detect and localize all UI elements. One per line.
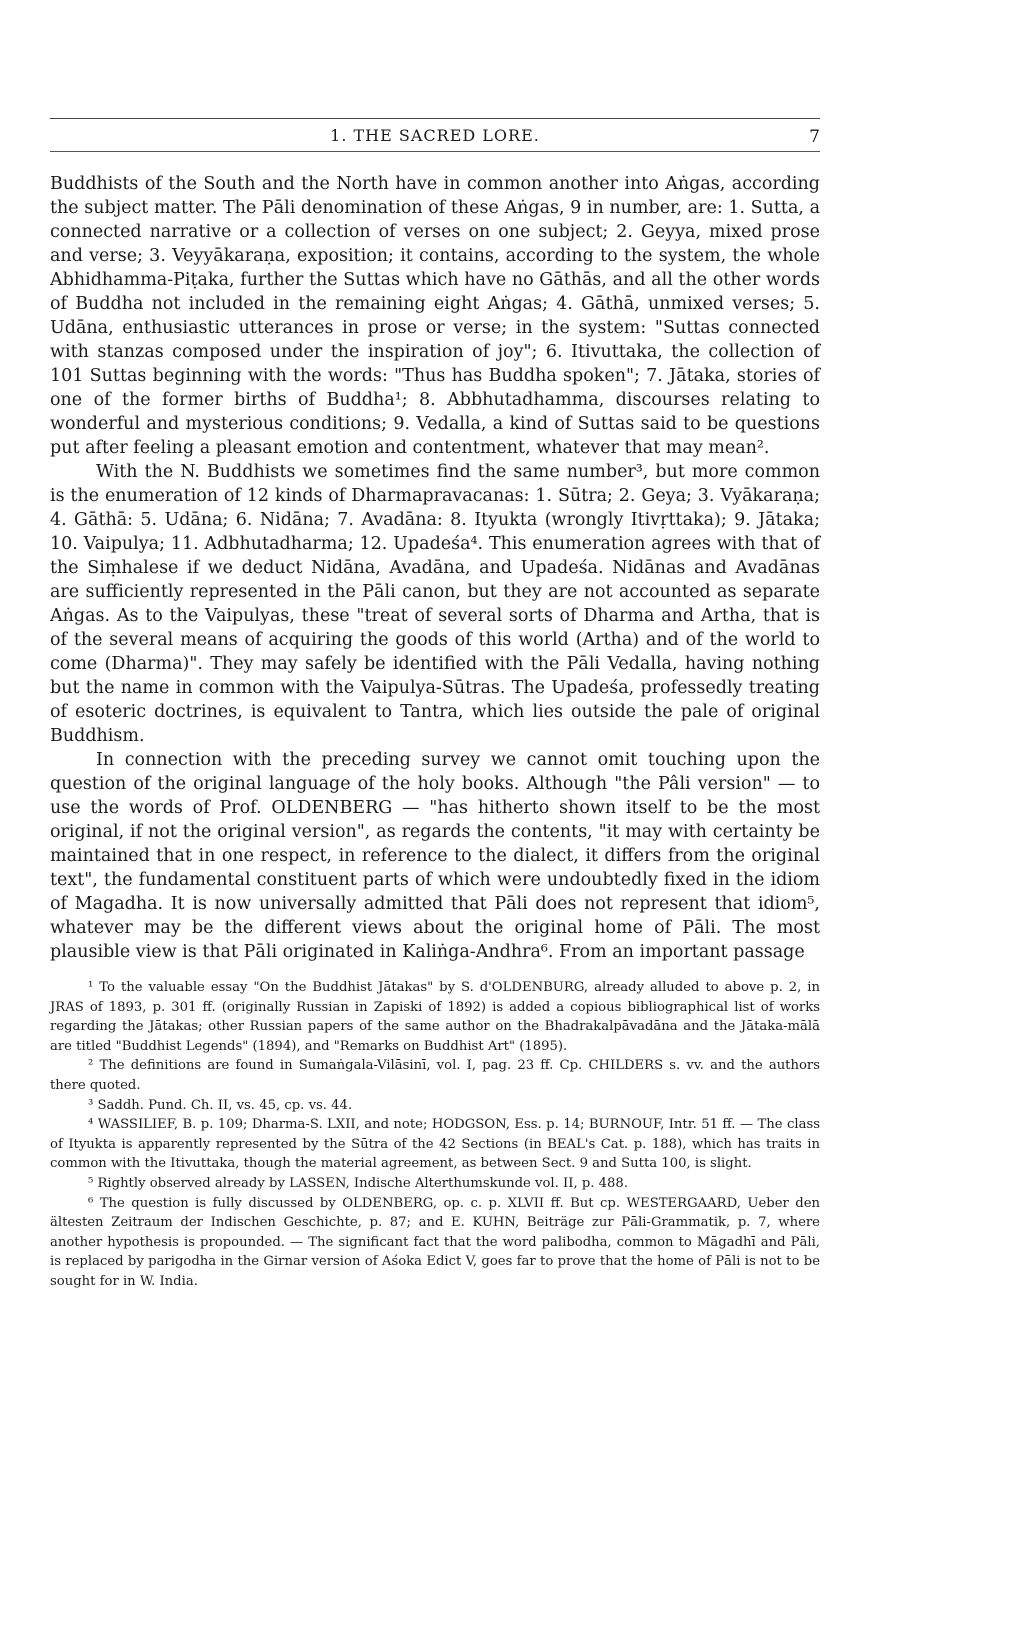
footnote-3: ³ Saddh. Pund. Ch. II, vs. 45, cp. vs. 44. xyxy=(88,1097,353,1113)
main-text xyxy=(50,172,820,964)
paragraph-3: In connection with the preceding survey we cannot omit touching upon the question of the original language of the holy books. Although "the Pâli version" — to use the words of Prof. OLDENBERG — "has hitherto shown itself to be the most original, if not the original version", as regards the contents, "it may with certainty be maintained that in one respect, in reference to the dialect, it differs from the original text", the fundamental constituent parts of which were undoubtedly fixed in the idiom of Magadha. It is now universally admitted that Pāli does not represent that idiom⁵, whatever may be the different views about the original home of Pāli. The most plausible view is that Pāli originated in Kaliṅga-Andhra⁶. From an important passage xyxy=(50,750,820,962)
footnote-6: ⁶ The question is fully discussed by OLDENBERG, op. c. p. XLVII ff. But cp. WESTERGAARD, Ueber den ältesten Zeitraum der Indischen Geschichte, p. 87; and E. KUHN, Beiträge zur Pāli-Grammatik, p. 7, where another hypothesis is propounded. — The significant fact that the word palibodha, common to Māgadhī and Pāli, is replaced by parigodha in the Girnar version of Aśoka Edict V, goes far to prove that the home of Pāli is not to be sought for in W. India. xyxy=(50,1195,820,1289)
running-header xyxy=(50,118,820,152)
page-number: 7 xyxy=(809,127,820,147)
footnote-5: ⁵ Rightly observed already by LASSEN, Indische Alterthumskunde vol. II, p. 488. xyxy=(88,1175,629,1191)
paragraph-2: With the N. Buddhists we sometimes find the same number³, but more common is the enumeration of 12 kinds of Dharmapravacanas: 1. Sūtra; 2. Geya; 3. Vyākaraṇa; 4. Gāthā: 5. Udāna; 6. Nidāna; 7. Avadāna: 8. Ityukta (wrongly Itivṛttaka); 9. Jātaka; 10. Vaipulya; 11. Adbhutadharma; 12. Upadeśa⁴. This enumeration agrees with that of the Siṃhalese if we deduct Nidāna, Avadāna, and Upadeśa. Nidānas and Avadānas are sufficiently represented in the Pāli canon, but they are not accounted as separate Aṅgas. As to the Vaipulyas, these "treat of several sorts of Dharma and Artha, that is of the several means of acquiring the goods of this world (Artha) and of the world to come (Dharma)". They may safely be identified with the Pāli Vedalla, having nothing but the name in common with the Vaipulya-Sūtras. The Upadeśa, professedly treating of esoteric doctrines, is equivalent to Tantra, which lies outside the pale of original Buddhism. xyxy=(50,462,820,746)
page xyxy=(50,118,820,1292)
footnote-1: ¹ To the valuable essay "On the Buddhist Jātakas" by S. d'OLDENBURG, already alluded to above p. 2, in JRAS of 1893, p. 301 ff. (originally Russian in Zapiski of 1892) is added a copious bibliographical list of works regarding the Jātakas; other Russian papers of the same author on the Bhadrakalpāvadāna and the Jātaka-mālā are titled "Buddhist Legends" (1894), and "Remarks on Buddhist Art" (1895). xyxy=(50,980,820,1054)
footnote-2: ² The definitions are found in Sumaṅgala-Vilāsinī, vol. I, pag. 23 ff. Cp. CHILDERS s. vv. and the authors there quoted. xyxy=(50,1058,820,1093)
footnote-4: ⁴ WASSILIEF, B. p. 109; Dharma-S. LXII, and note; HODGSON, Ess. p. 14; BURNOUF, Intr. 51 ff. — The class of Ityukta is apparently represented by the Sūtra of the 42 Sections (in BEAL's Cat. p. 188), which has traits in common with the Itivuttaka, though the material agreement, as between Sect. 9 and Sutta 100, is slight. xyxy=(50,1117,820,1172)
chapter-title: 1. THE SACRED LORE. xyxy=(330,126,540,145)
footnotes xyxy=(50,978,820,1292)
paragraph-1: Buddhists of the South and the North have in common another into Aṅgas, according the subject matter. The Pāli denomination of these Aṅgas, 9 in number, are: 1. Sutta, a connected narrative or a collection of verses on one subject; 2. Geyya, mixed prose and verse; 3. Veyyākaraṇa, exposition; it contains, according to the system, the whole Abhidhamma-Piṭaka, further the Suttas which have no Gāthās, and all the other words of Buddha not included in the remaining eight Aṅgas; 4. Gāthā, unmixed verses; 5. Udāna, enthusiastic utterances in prose or verse; in the system: "Suttas connected with stanzas composed under the inspiration of joy"; 6. Itivuttaka, the collection of 101 Suttas beginning with the words: "Thus has Buddha spoken"; 7. Jātaka, stories of one of the former births of Buddha¹; 8. Abbhutadhamma, discourses relating to wonderful and mysterious conditions; 9. Vedalla, a kind of Suttas said to be questions put after feeling a pleasant emotion and contentment, whatever that may mean². xyxy=(50,174,820,458)
